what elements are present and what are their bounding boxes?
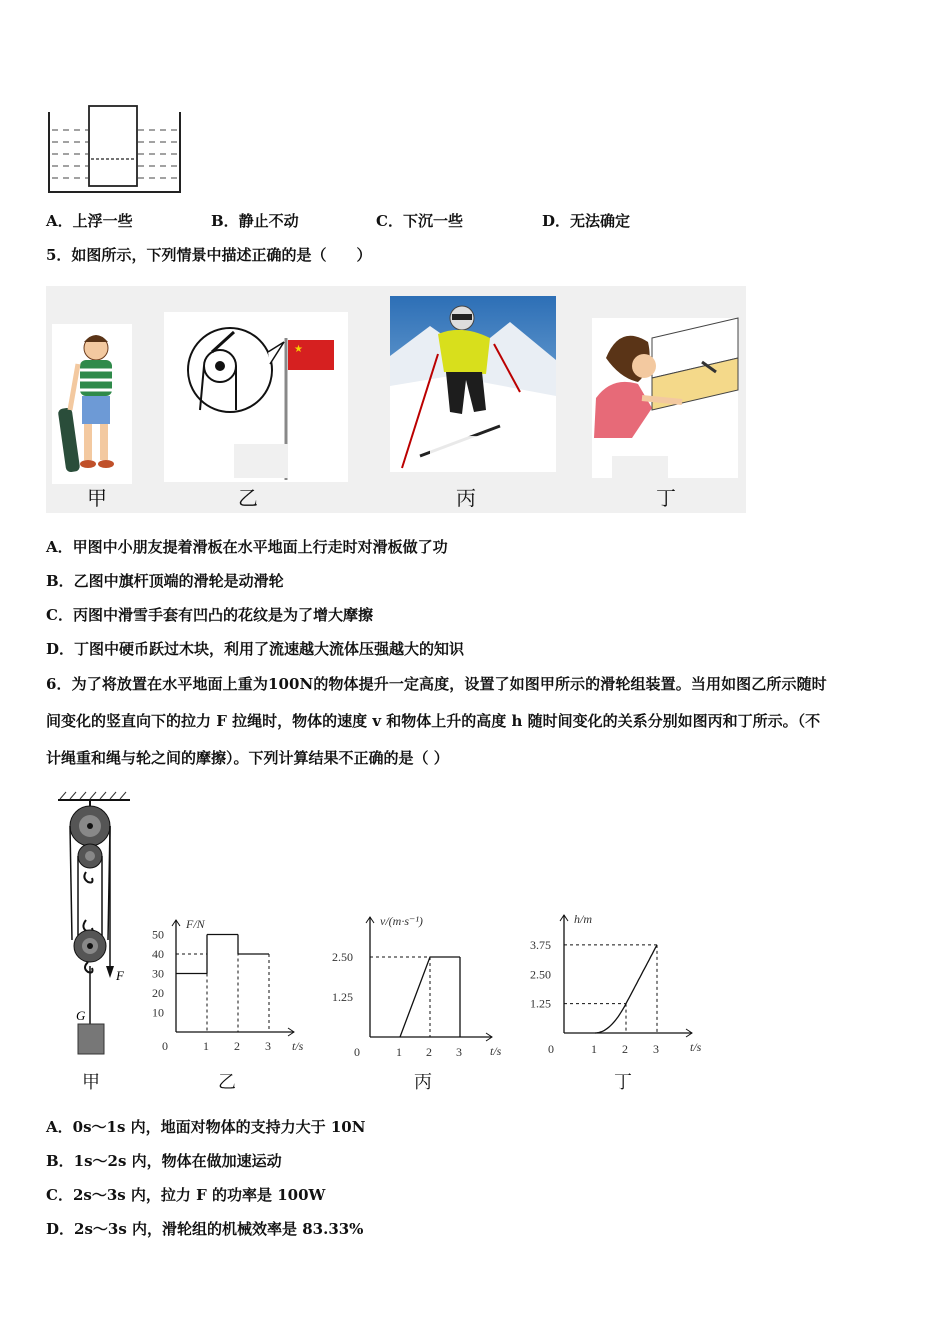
x-tick-label: 3 [265, 1039, 271, 1053]
q5-option-a[interactable]: A．甲图中小朋友提着滑板在水平地面上行走时对滑板做了功 [46, 538, 448, 556]
x-tick-label: 0 [162, 1039, 168, 1053]
velocity-time-chart [326, 905, 502, 1065]
q4-option-c[interactable]: C．下沉一些 [376, 212, 463, 230]
height-curve [595, 945, 657, 1033]
y-axis-label: h/m [574, 912, 592, 926]
x-axis-label: t/s [490, 1044, 502, 1058]
q6-stem-line-2: 间变化的竖直向下的拉力 F 拉绳时，物体的速度 v 和物体上升的高度 h 随时间变化的关系分别如图丙和丁所示。（不 [46, 712, 821, 730]
q6-option-a[interactable]: A．0s～1s 内，地面对物体的支持力大于 10N [46, 1118, 366, 1136]
q5-label-jia: 甲 [87, 486, 107, 510]
y-tick-label: 50 [152, 927, 164, 942]
x-tick-label: 1 [591, 1042, 597, 1056]
q6-label-yi: 乙 [218, 1072, 236, 1093]
q4-option-b[interactable]: B．静止不动 [211, 212, 299, 230]
q6-label-jia: 甲 [82, 1072, 100, 1093]
x-tick-label: 2 [622, 1042, 628, 1056]
height-time-chart [526, 905, 702, 1065]
y-tick-label: 1.25 [530, 996, 551, 1011]
y-tick-label: 10 [152, 1005, 164, 1020]
pulley-weight-label: G [76, 1008, 86, 1023]
q5-stem: 5．如图所示，下列情景中描述正确的是（ ） [46, 246, 372, 264]
q4-option-d[interactable]: D．无法确定 [542, 212, 631, 230]
q6-option-d[interactable]: D．2s～3s 内，滑轮组的机械效率是 83.33% [46, 1220, 364, 1238]
x-tick-label: 0 [354, 1045, 360, 1059]
x-tick-label: 1 [203, 1039, 209, 1053]
pulley-system-figure [50, 790, 140, 1060]
x-tick-label: 2 [426, 1045, 432, 1059]
force-time-chart [146, 910, 306, 1060]
q5-option-d[interactable]: D．丁图中硬币跃过木块，利用了流速越大流体压强越大的知识 [46, 640, 465, 658]
y-tick-label: 30 [152, 966, 164, 981]
q6-option-b[interactable]: B．1s～2s 内，物体在做加速运动 [46, 1152, 282, 1170]
x-tick-label: 3 [456, 1045, 462, 1059]
y-tick-label: 2.50 [332, 950, 353, 964]
flagpole-pulley-image [164, 312, 348, 482]
x-tick-label: 2 [234, 1039, 240, 1053]
pulley-force-label: F [116, 968, 124, 983]
q6-label-ding: 丁 [614, 1072, 632, 1093]
girl-coin-image [592, 318, 738, 478]
svg-text:★: ★ [294, 344, 303, 355]
y-tick-label: 1.25 [332, 990, 353, 1004]
boy-skateboard-image [52, 324, 132, 484]
x-axis-label: t/s [690, 1040, 702, 1054]
q5-figure-panel [46, 286, 746, 513]
y-tick-label: 20 [152, 986, 164, 1000]
skier-photo [390, 296, 556, 472]
q4-options [46, 210, 906, 232]
q5-label-bing: 丙 [456, 486, 476, 510]
beaker-figure [44, 100, 186, 200]
y-axis-label: v/(m·s⁻¹) [380, 914, 423, 928]
y-tick-label: 2.50 [530, 967, 551, 982]
x-tick-label: 3 [653, 1042, 659, 1056]
y-axis-label: F/N [186, 917, 205, 931]
q6-option-c[interactable]: C．2s～3s 内，拉力 F 的功率是 100W [46, 1186, 326, 1204]
x-tick-label: 1 [396, 1045, 402, 1059]
q6-stem-line-1: 6．为了将放置在水平地面上重为100N的物体提升一定高度，设置了如图甲所示的滑轮组装置。当用如图乙所示随时 [46, 675, 827, 693]
y-tick-label: 3.75 [530, 937, 551, 952]
q6-label-bing: 丙 [414, 1072, 432, 1093]
x-tick-label: 0 [548, 1042, 554, 1056]
q5-label-yi: 乙 [238, 486, 258, 510]
q5-label-ding: 丁 [656, 486, 676, 510]
q4-option-a[interactable]: A．上浮一些 [46, 212, 133, 230]
q5-option-c[interactable]: C．丙图中滑雪手套有凹凸的花纹是为了增大摩擦 [46, 606, 373, 624]
q6-stem-line-3: 计绳重和绳与轮之间的摩擦）。下列计算结果不正确的是（ ） [46, 749, 449, 767]
y-tick-label: 40 [152, 947, 164, 961]
q5-option-b[interactable]: B．乙图中旗杆顶端的滑轮是动滑轮 [46, 572, 284, 590]
x-axis-label: t/s [292, 1039, 304, 1053]
